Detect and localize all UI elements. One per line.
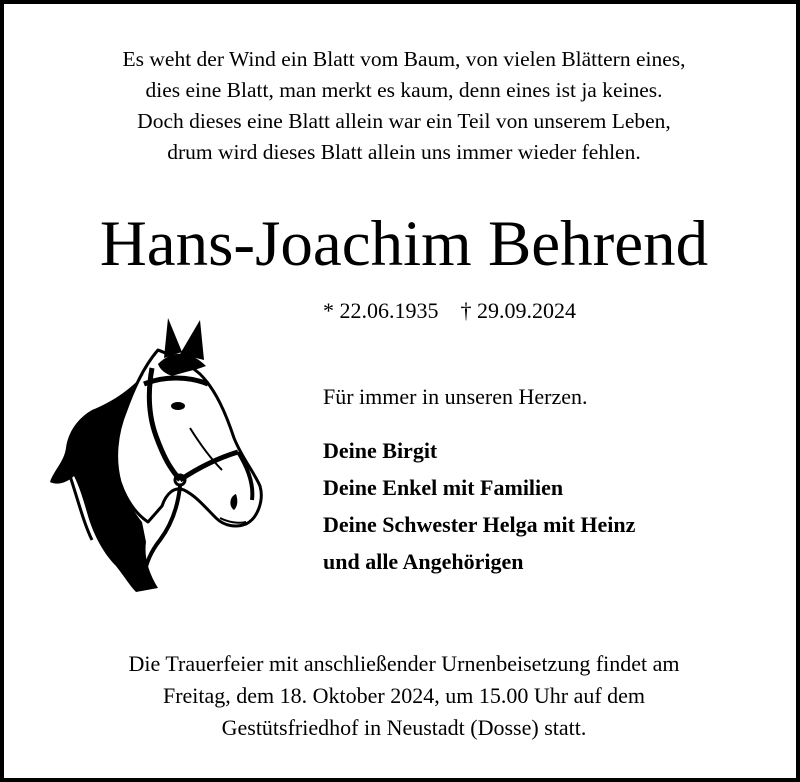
poem-line: Doch dieses eine Blatt allein war ein Teil von unserem Leben, <box>137 109 671 133</box>
poem-line: Es weht der Wind ein Blatt vom Baum, von vielen Blättern eines, <box>122 47 686 71</box>
service-line: Gestütsfriedhof in Neustadt (Dosse) statt. <box>221 715 587 740</box>
mourner-line: Deine Birgit <box>323 438 438 463</box>
mourner-line: und alle Angehörigen <box>323 549 524 574</box>
mourner-line: Deine Schwester Helga mit Heinz <box>323 512 636 537</box>
motto: Für immer in unseren Herzen. <box>323 384 588 409</box>
death-date: † 29.09.2024 <box>460 298 576 323</box>
service-line: Freitag, dem 18. Oktober 2024, um 15.00 Uhr auf dem <box>162 683 646 708</box>
poem-line: dies eine Blatt, man merkt es kaum, denn eines ist ja keines. <box>145 78 663 102</box>
life-dates <box>323 296 576 326</box>
horse-head-icon <box>40 310 272 594</box>
service-details <box>24 648 784 744</box>
deceased-name: Hans-Joachim Behrend <box>99 208 709 280</box>
poem <box>24 44 784 168</box>
birth-date: * 22.06.1935 <box>323 298 439 323</box>
poem-line: drum wird dieses Blatt allein uns immer wieder fehlen. <box>167 140 641 164</box>
mourners-list <box>323 432 635 580</box>
mourner-line: Deine Enkel mit Familien <box>323 475 564 500</box>
service-line: Die Trauerfeier mit anschließender Urnenbeisetzung findet am <box>128 651 680 676</box>
